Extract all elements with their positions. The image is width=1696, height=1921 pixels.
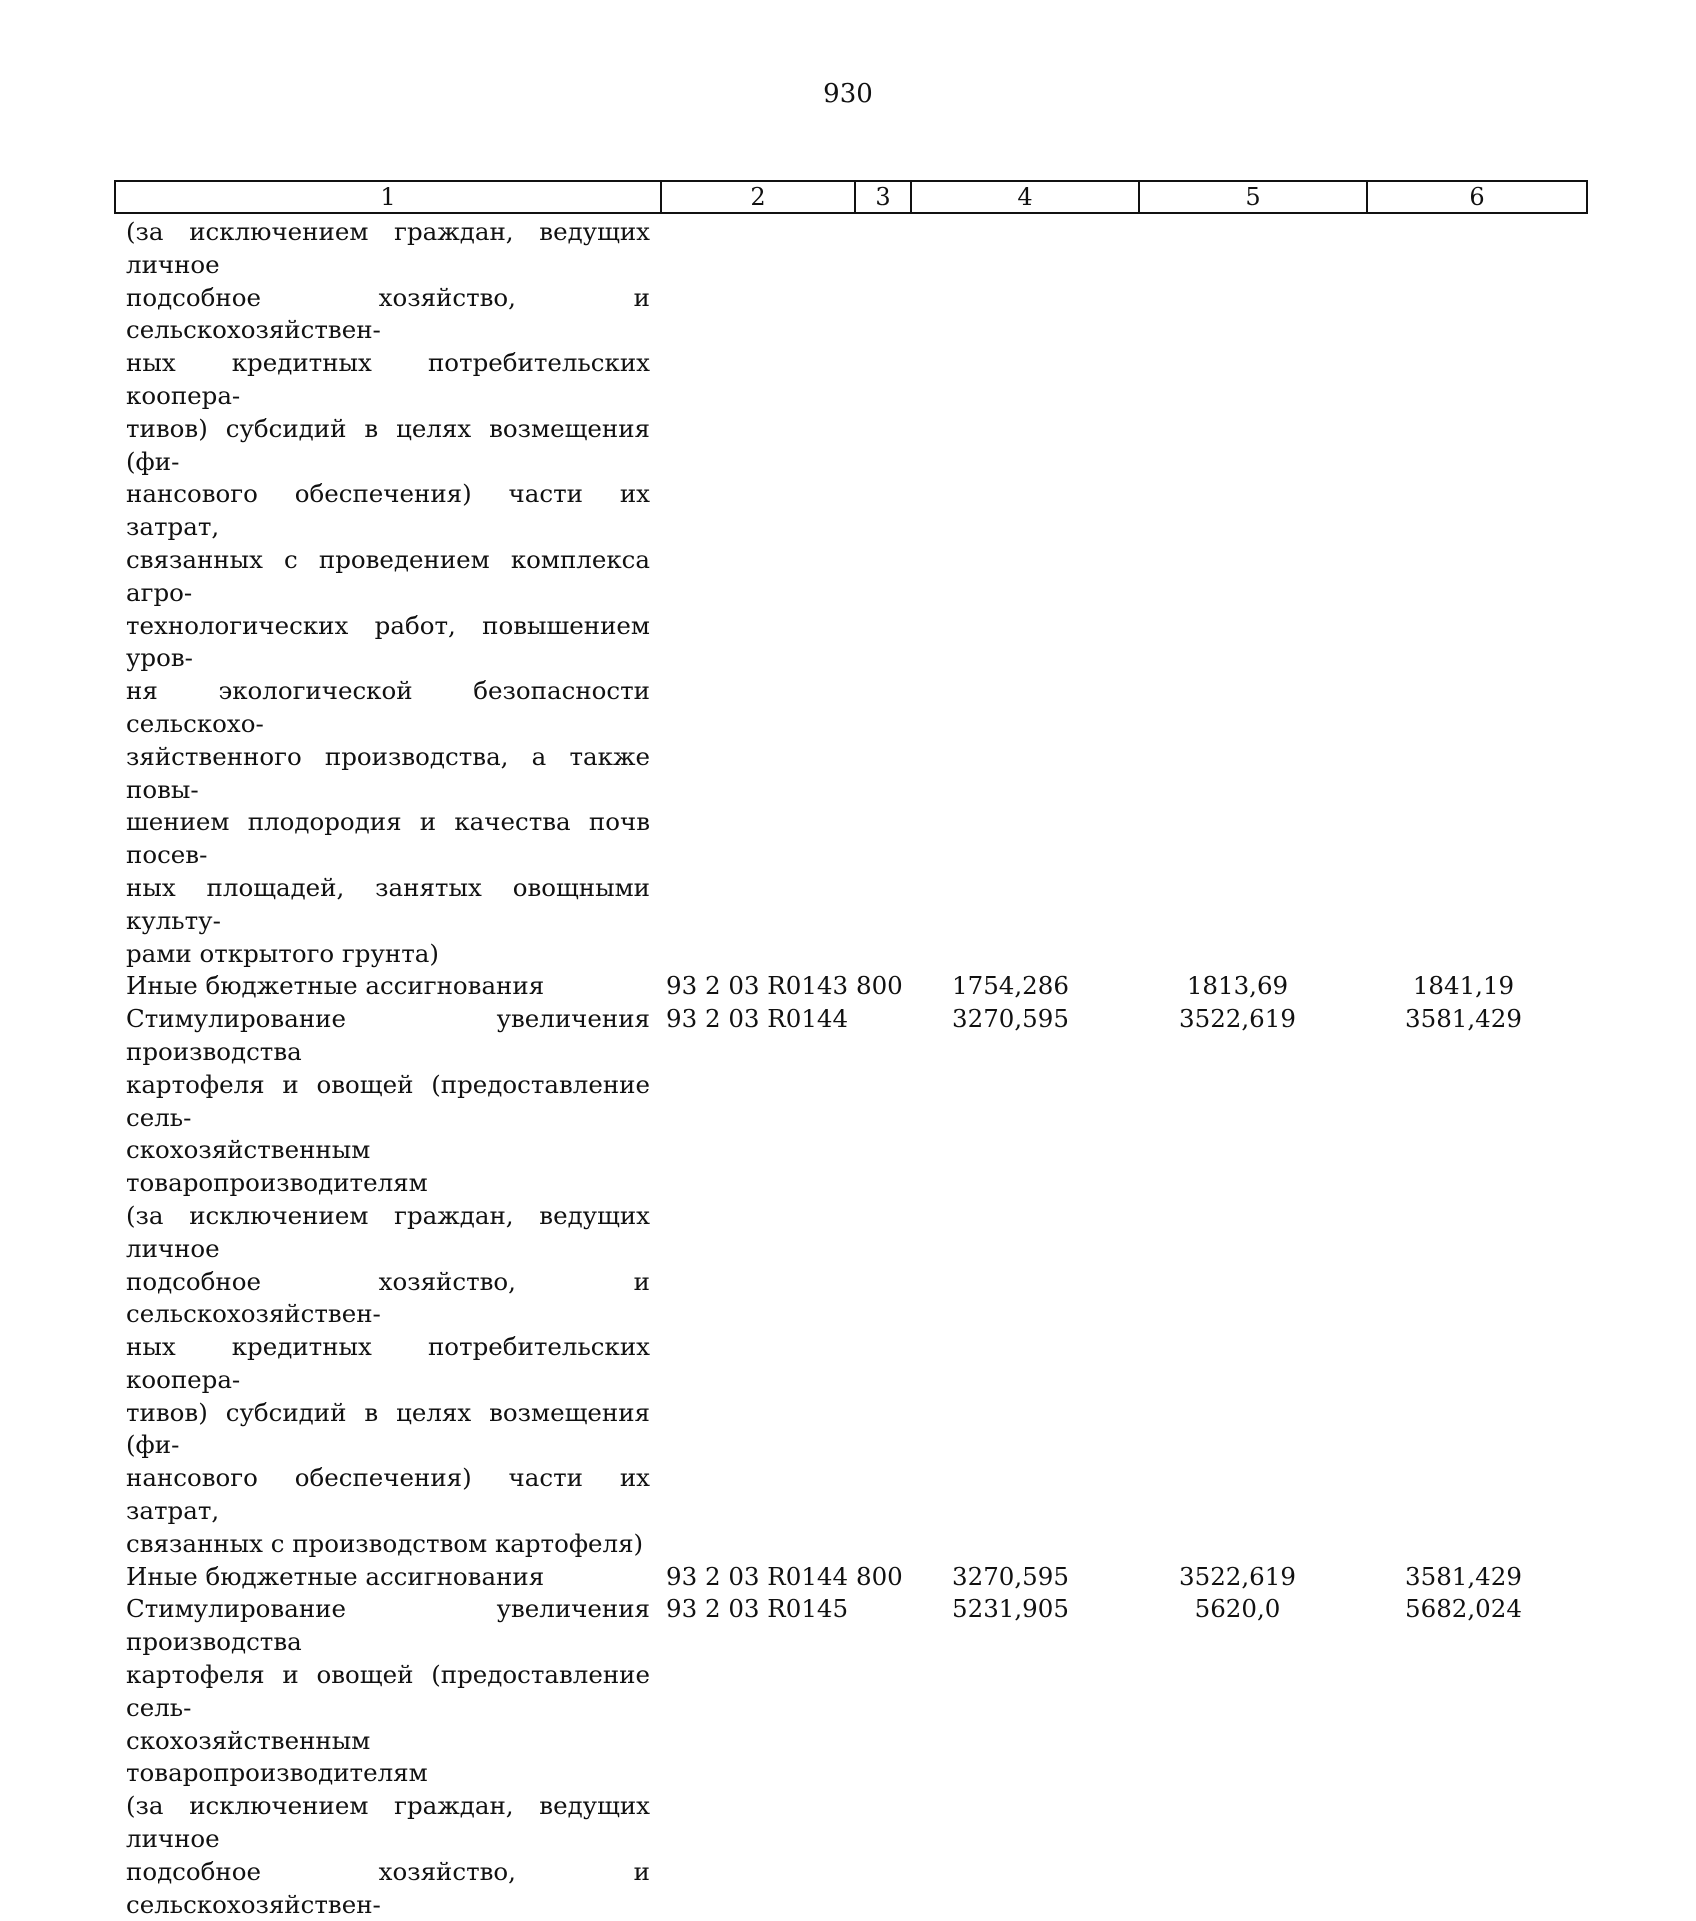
row-code: 93 2 03 R0145: [666, 1594, 849, 1624]
table-row: [126, 1593, 1586, 1921]
description-line: (за исключением граждан, ведущих личное: [126, 217, 650, 279]
row-code: 93 2 03 R0143: [666, 971, 849, 1001]
description-line: нансового обеспечения) части их затрат,: [126, 1463, 650, 1526]
table-row: [126, 216, 1586, 970]
row-description: [126, 970, 650, 1003]
row-description: [126, 1003, 650, 1561]
row-value-5: 3522,619: [1179, 1561, 1296, 1591]
description-line: подсобное хозяйство, и сельскохозяйствен-: [126, 282, 650, 345]
row-value-6: 1841,19: [1412, 971, 1515, 1001]
row-description: [126, 1593, 650, 1921]
table-row: [126, 1561, 1586, 1594]
row-code: [650, 216, 842, 970]
description-line: скохозяйственным товаропроизводителям: [126, 1725, 428, 1788]
description-line: связанных с проведением комплекса агро-: [126, 544, 650, 607]
table-row: [126, 1003, 1586, 1561]
description-line: технологических работ, повышением уров-: [126, 610, 650, 673]
description-line: Стимулирование увеличения производства: [126, 1004, 650, 1066]
column-header-3: 3: [855, 181, 911, 213]
column-header-1: 1: [115, 181, 661, 213]
description-line: подсобное хозяйство, и сельскохозяйствен-: [126, 1266, 650, 1329]
row-value-4: 3270,595: [952, 1561, 1069, 1591]
row-value-4: 5231,905: [952, 1594, 1069, 1624]
row-value-6: 3581,429: [1405, 1004, 1522, 1034]
description-line: Иные бюджетные ассигнования: [126, 971, 545, 1001]
description-line: (за исключением граждан, ведущих личное: [126, 1791, 650, 1854]
column-header-4: 4: [911, 181, 1139, 213]
description-line: ных кредитных потребительских коопера-: [126, 1332, 650, 1394]
description-line: картофеля и овощей (предоставление сель-: [126, 1660, 650, 1722]
row-value-4: 1754,286: [952, 971, 1069, 1001]
row-type: 800: [856, 971, 903, 1001]
row-value-5: [1124, 216, 1351, 970]
row-type: [842, 1593, 897, 1921]
row-value-4: 3270,595: [952, 1004, 1069, 1034]
table-header: [114, 180, 1588, 214]
description-line: зяйственного производства, а также повы-: [126, 741, 650, 804]
row-value-5: 3522,619: [1179, 1004, 1296, 1034]
row-description: [126, 216, 650, 970]
description-line: рами открытого грунта): [126, 938, 439, 968]
description-line: подсобное хозяйство, и сельскохозяйствен-: [126, 1856, 650, 1919]
table-row: [126, 970, 1586, 1003]
row-value-6: [1351, 216, 1576, 970]
description-line: скохозяйственным товаропроизводителям: [126, 1135, 428, 1198]
row-value-6: 3581,429: [1405, 1561, 1522, 1591]
description-line: тивов) субсидий в целях возмещения (фи-: [126, 1397, 650, 1460]
row-description: [126, 1561, 650, 1594]
table-body: [126, 216, 1586, 1921]
row-value-5: 5620,0: [1194, 1594, 1281, 1624]
row-type: [842, 216, 897, 970]
column-header-2: 2: [661, 181, 855, 213]
description-line: Иные бюджетные ассигнования: [126, 1561, 545, 1591]
row-code: 93 2 03 R0144: [666, 1004, 849, 1034]
description-line: ня экологической безопасности сельскохо-: [126, 676, 650, 738]
column-header-5: 5: [1139, 181, 1367, 213]
row-value-5: 1813,69: [1186, 971, 1289, 1001]
description-line: связанных с производством картофеля): [126, 1528, 644, 1558]
row-code: 93 2 03 R0144: [666, 1561, 849, 1591]
description-line: шением плодородия и качества почв посев-: [126, 807, 650, 870]
column-header-6: 6: [1367, 181, 1587, 213]
row-value-4: [897, 216, 1124, 970]
description-line: Стимулирование увеличения производства: [126, 1594, 650, 1657]
row-value-6: 5682,024: [1405, 1594, 1522, 1624]
row-type: [842, 1003, 897, 1561]
description-line: ных площадей, занятых овощными культу-: [126, 872, 650, 935]
description-line: тивов) субсидий в целях возмещения (фи-: [126, 413, 650, 476]
description-line: (за исключением граждан, ведущих личное: [126, 1200, 650, 1263]
description-line: ных кредитных потребительских коопера-: [126, 348, 650, 410]
row-type: 800: [856, 1561, 903, 1591]
description-line: нансового обеспечения) части их затрат,: [126, 479, 650, 542]
description-line: картофеля и овощей (предоставление сель-: [126, 1069, 650, 1132]
page-number: 930: [823, 79, 873, 109]
